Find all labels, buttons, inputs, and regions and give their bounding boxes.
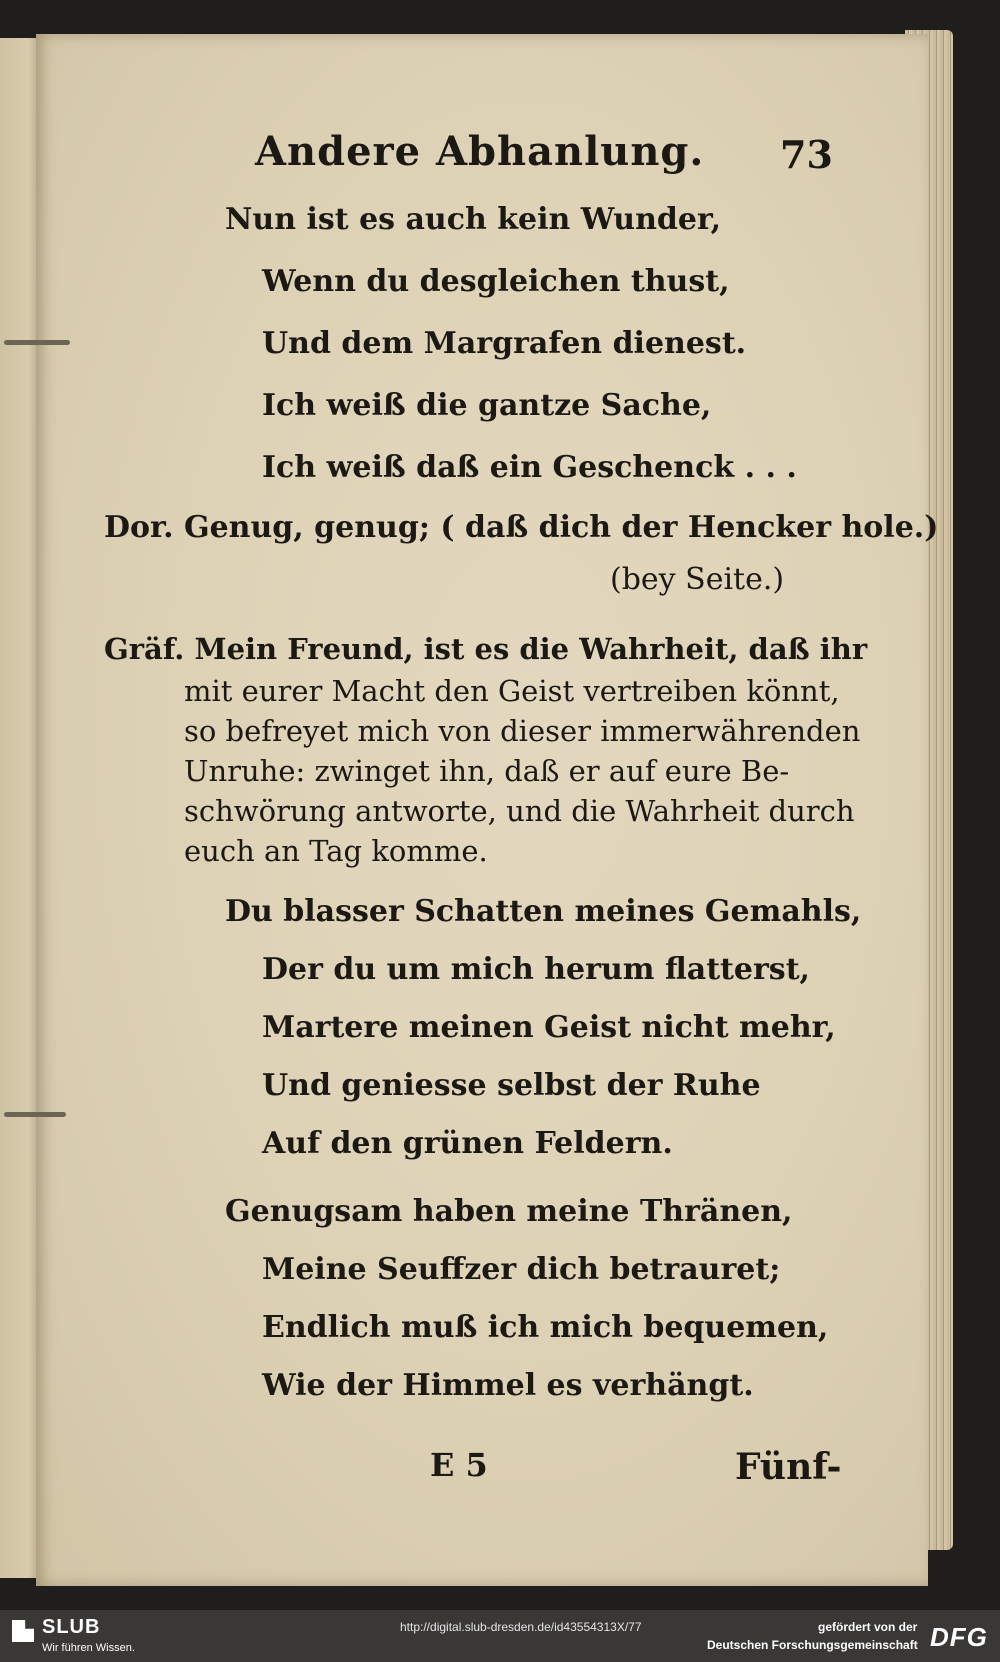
verse-line: Du blasser Schatten meines Gemahls, bbox=[225, 894, 862, 929]
dfg-logo[interactable]: DFG bbox=[930, 1622, 988, 1652]
binding-thread-top bbox=[4, 340, 70, 345]
slub-logo-icon[interactable] bbox=[12, 1620, 34, 1642]
verse-line: Endlich muß ich mich bequemen, bbox=[262, 1310, 829, 1345]
prose-line: euch an Tag komme. bbox=[184, 834, 488, 868]
verse-line: Und dem Margrafen dienest. bbox=[262, 326, 747, 361]
funding-line-1: gefördert von der bbox=[818, 1620, 918, 1634]
verse-line: Der du um mich herum flatterst, bbox=[262, 952, 810, 987]
verse-line: Ich weiß daß ein Geschenck . . . bbox=[262, 450, 797, 485]
prose-line: schwörung antworte, und die Wahrheit durch bbox=[184, 794, 855, 828]
running-header-title: Andere Abhanlung. bbox=[255, 128, 705, 175]
verse-line: Auf den grünen Feldern. bbox=[262, 1126, 673, 1161]
verse-line: Martere meinen Geist nicht mehr, bbox=[262, 1010, 836, 1045]
binding-thread-bottom bbox=[4, 1112, 66, 1117]
left-page-edge bbox=[0, 38, 40, 1578]
prose-line: so befreyet mich von dieser immerwährenden bbox=[184, 714, 861, 748]
prose-line: Gräf. Mein Freund, ist es die Wahrheit, daß ihr bbox=[104, 632, 868, 666]
stage-direction: (bey Seite.) bbox=[610, 562, 785, 597]
viewer-footer bbox=[0, 1610, 1000, 1662]
slub-name[interactable]: SLUB bbox=[42, 1616, 101, 1638]
verse-line: Genugsam haben meine Thränen, bbox=[225, 1194, 793, 1229]
verse-line: Nun ist es auch kein Wunder, bbox=[225, 202, 722, 237]
dialogue-line-dor: Dor. Genug, genug; ( daß dich der Hencker hole.) bbox=[104, 510, 939, 545]
prose-line: Unruhe: zwinget ihn, daß er auf eure Be- bbox=[184, 754, 790, 788]
verse-line: Ich weiß die gantze Sache, bbox=[262, 388, 712, 423]
verse-line: Wie der Himmel es verhängt. bbox=[262, 1368, 754, 1403]
verse-line: Wenn du desgleichen thust, bbox=[262, 264, 730, 299]
prose-line: mit eurer Macht den Geist vertreiben könnt, bbox=[184, 674, 840, 708]
funding-line-2: Deutschen Forschungsgemeinschaft bbox=[707, 1638, 918, 1652]
verse-line: Meine Seuffzer dich betrauret; bbox=[262, 1252, 781, 1287]
signature-mark: E 5 bbox=[430, 1446, 488, 1484]
catchword: Fünf- bbox=[735, 1446, 842, 1488]
verse-line: Und geniesse selbst der Ruhe bbox=[262, 1068, 761, 1103]
slub-tagline: Wir führen Wissen. bbox=[42, 1642, 135, 1654]
page-number: 73 bbox=[780, 132, 833, 177]
source-url-link[interactable]: http://digital.slub-dresden.de/id43554313X/77 bbox=[400, 1620, 642, 1634]
